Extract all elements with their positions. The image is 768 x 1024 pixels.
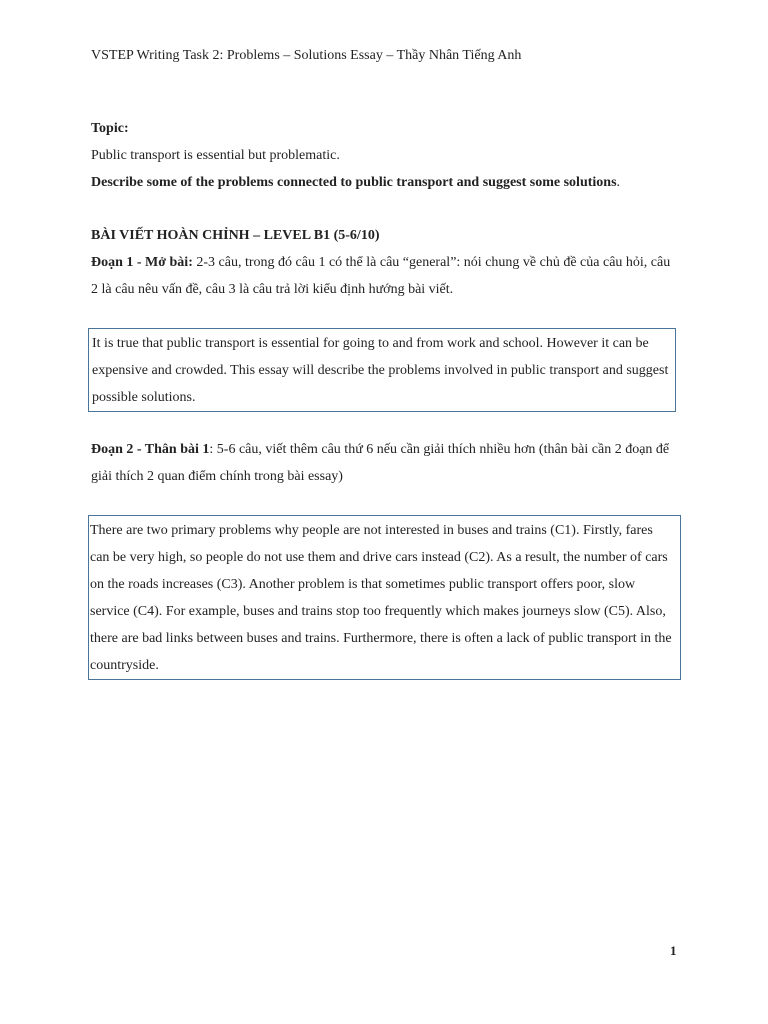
paragraph1-note: 2-3 câu, trong đó câu 1 có thể là câu “general”: nói chung về chủ đề của câu hỏi, câu 2 là câu nêu vấn đề, câu 3 là câu trả lời kiểu định hướng bài viết.	[91, 255, 671, 297]
section-title: BÀI VIẾT HOÀN CHỈNH – LEVEL B1 (5-6/10)	[91, 228, 380, 243]
paragraph1-label: Đoạn 1 - Mở bài:	[91, 255, 193, 270]
topic-task-period: .	[616, 175, 621, 190]
topic-statement: Public transport is essential but problematic.	[91, 148, 340, 163]
topic-label: Topic:	[91, 121, 129, 136]
topic-task	[91, 174, 671, 192]
paragraph2-note: : 5-6 câu, viết thêm câu thứ 6 nếu cần giải thích nhiều hơn (thân bài cần 2 đoạn để giải thích 2 quan điểm chính trong bài essay)	[91, 442, 670, 484]
essay-box-body1	[88, 515, 681, 680]
paragraph1-instruction	[91, 249, 676, 303]
page-header: VSTEP Writing Task 2: Problems – Solutions Essay – Thầy Nhân Tiếng Anh	[91, 48, 522, 63]
body1-text: There are two primary problems why people are not interested in buses and trains (C1). Firstly, fares can be very high, so people do not use them and drive cars instead (C2). As a result, the number of cars on the roads increases (C3). Another problem is that sometimes public transport offers poor, slow service (C4). For example, buses and trains stop too frequently which makes journeys slow (C5). Also, there are bad links between buses and trains. Furthermore, there is often a lack of public transport in the countryside.	[90, 523, 672, 673]
page-number: 1	[670, 943, 677, 958]
paragraph2-label: Đoạn 2 - Thân bài 1	[91, 442, 210, 457]
paragraph2-instruction	[91, 436, 676, 490]
topic-task-text: Describe some of the problems connected to public transport and suggest some solutions	[91, 175, 617, 190]
essay-box-introduction	[88, 328, 676, 412]
introduction-text: It is true that public transport is essential for going to and from work and school. However it can be expensive and crowded. This essay will describe the problems involved in public transport and suggest possible solutions.	[92, 336, 669, 405]
